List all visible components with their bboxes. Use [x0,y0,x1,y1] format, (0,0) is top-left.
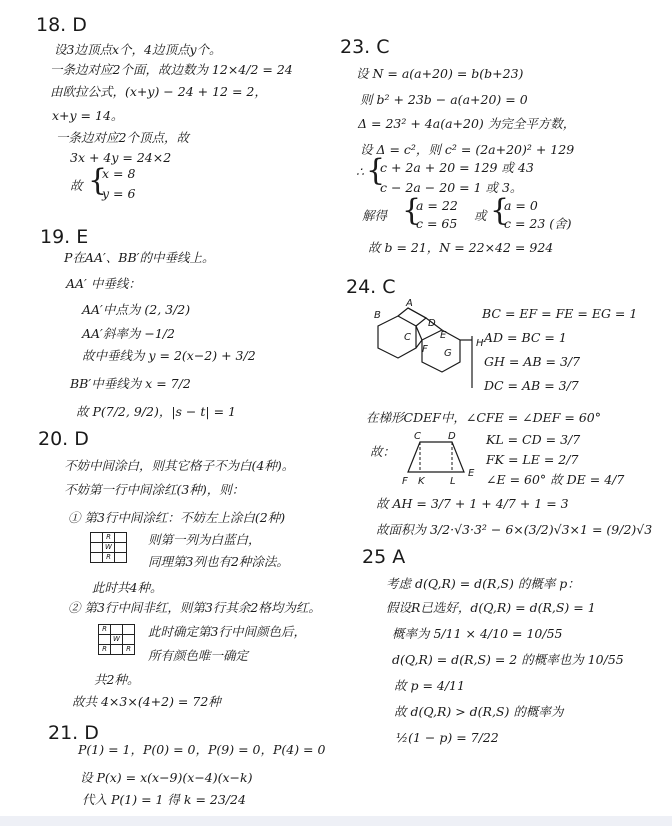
grid-cell [115,553,127,563]
label-E: E [468,468,475,479]
q19-line: BB′中垂线为 x = 7/2 [70,376,191,391]
grid-cell [99,635,111,645]
q24-eq: BC = EF = FE = EG = 1 [482,306,638,321]
q19-line: AA′ 中垂线： [66,276,141,291]
q24-line: 故： [370,444,396,459]
label-H: H [476,338,484,349]
q20-line: ① 第3行中间涂红：不妨左上涂白(2种) [68,510,286,525]
q20-line: 所有颜色唯一确定 [148,648,249,663]
label-E: E [440,330,447,341]
q24-line: ∠E = 60° 故 DE = 4/7 [486,472,625,487]
q25-header: 25 A [362,546,406,568]
q24-eq: GH = AB = 3/7 [484,354,581,369]
q21-line: 设 P(x) = x(x−9)(x−4)(x−k) [80,770,253,785]
q23-or: 或 [474,208,487,223]
grid-cell: R [103,533,115,543]
grid-cell [111,645,123,655]
q18-system: y = 6 [102,186,136,201]
q24-eq: AD = BC = 1 [484,330,567,345]
grid-cell: R [123,645,135,655]
label-F: F [402,476,408,486]
segment [416,326,422,340]
q23-line: Δ = 23² + 4a(a+20) 为完全平方数， [358,116,576,131]
therefore-symbol: ∴ [356,164,364,179]
q23-sol: c = 23 (舍) [504,216,572,231]
q19-line: AA′斜率为 −1/2 [82,326,175,341]
q19-line: 故 P(7/2, 9/2)，|s − t| = 1 [76,404,236,419]
q25-line: 故 p = 4/11 [394,678,465,693]
q19-line: 故中垂线为 y = 2(x−2) + 3/2 [82,348,256,363]
q18-line: 3x + 4y = 24×2 [70,150,172,165]
q25-line: d(Q,R) = d(R,S) = 2 的概率也为 10/55 [392,652,624,667]
q18-line: 一条边对应2个面，故边数为 12×4/2 = 24 [50,62,293,77]
q19-line: AA′中点为 (2, 3/2) [82,302,191,317]
q25-line: ½(1 − p) = 7/22 [396,730,499,745]
grid-cell [123,625,135,635]
trapezoid [408,442,464,472]
q20-line: 不妨中间涂白，则其它格子不为白(4种)。 [64,458,295,473]
q24-line: KL = CD = 3/7 [486,432,581,447]
q23-line: 故 b = 21，N = 22×42 = 924 [368,240,554,255]
q18-result-label: 故 [70,178,83,193]
grid-cell [91,553,103,563]
brace: { [402,193,422,228]
q25-line: 故 d(Q,R) > d(R,S) 的概率为 [394,704,564,719]
q18-header: 18. D [36,14,87,36]
label-C: C [414,431,421,442]
label-D: D [428,318,436,329]
grid-cell: W [103,543,115,553]
q24-header: 24. C [346,276,396,298]
q21-line: 代入 P(1) = 1 得 k = 23/24 [82,792,246,807]
label-G: G [444,348,452,359]
q23-sol: a = 0 [504,198,538,213]
color-grid-2 [98,624,135,655]
brace: { [490,193,510,228]
segment [408,308,426,318]
q25-line: 概率为 5/11 × 4/10 = 10/55 [392,626,563,641]
q23-line: c + 2a + 20 = 129 或 43 [380,160,534,175]
q20-line: 此时共4种。 [92,580,163,595]
q21-header: 21. D [48,722,99,744]
q18-line: x+y = 14。 [52,108,124,123]
q20-header: 20. D [38,428,89,450]
q23-sol: a = 22 [416,198,458,213]
q20-line: 不妨第一行中间涂红(3种)，则： [64,482,245,497]
grid-cell [91,533,103,543]
grid-cell [115,533,127,543]
grid-cell [111,625,123,635]
q24-eq: DC = AB = 3/7 [484,378,579,393]
q23-line: 设 Δ = c²，则 c² = (2a+20)² + 129 [360,142,575,157]
q23-line: 解得 [362,208,388,223]
q21-line: P(1) = 1，P(0) = 0，P(9) = 0，P(4) = 0 [78,742,326,757]
grid-cell [115,543,127,553]
grid-cell: R [99,625,111,635]
grid-cell: W [111,635,123,645]
grid-cell: R [99,645,111,655]
label-L: L [450,476,456,486]
q18-system: x = 8 [102,166,136,181]
trapezoid-figure [402,430,490,486]
label-K: K [418,476,425,486]
label-B: B [374,310,381,321]
q19-line: P在AA′、BB′的中垂线上。 [64,250,215,265]
q23-line: 则 b² + 23b − a(a+20) = 0 [360,92,528,107]
label-D: D [448,431,456,442]
q20-line: ② 第3行中间非红，则第3行其余2格均为红。 [68,600,321,615]
q18-line: 由欧拉公式，(x+y) − 24 + 12 = 2， [50,84,267,99]
q24-line: 故 AH = 3/7 + 1 + 4/7 + 1 = 3 [376,496,569,511]
grid-cell [123,635,135,645]
q19-header: 19. E [40,226,89,248]
bottom-edge [0,816,672,826]
q20-line: 同理第3列也有2种涂法。 [148,554,289,569]
label-A: A [406,298,413,309]
grid-cell [91,543,103,553]
q18-line: 设3边顶点x个，4边顶点y个。 [54,42,222,57]
q23-line: c − 2a − 20 = 1 或 3。 [380,180,523,195]
q25-line: 考虑 d(Q,R) = d(R,S) 的概率 p： [386,576,580,591]
q24-line: FK = LE = 2/7 [486,452,579,467]
q20-line: 故共 4×3×(4+2) = 72种 [72,694,221,709]
color-grid-1 [90,532,127,563]
q25-line: 假设R已选好，d(Q,R) = d(R,S) = 1 [386,600,596,615]
q20-line: 此时确定第3行中间颜色后， [148,624,306,639]
q23-sol: c = 65 [416,216,458,231]
label-F: F [422,344,428,355]
q24-line: 在梯形CDEF中，∠CFE = ∠DEF = 60° [366,410,602,425]
q20-line: 则第一列为白蓝白， [148,532,261,547]
q20-line: 共2种。 [94,672,140,687]
brace: { [366,153,386,188]
q24-line: 故面积为 3/2·√3·3² − 6×(3/2)√3×1 = (9/2)√3 [376,522,653,537]
hexagon-figure [360,296,500,388]
grid-cell: R [103,553,115,563]
q23-header: 23. C [340,36,390,58]
q18-line: 一条边对应2个顶点，故 [56,130,189,145]
q23-line: 设 N = a(a+20) = b(b+23) [356,66,524,81]
label-C: C [404,332,411,343]
brace: { [88,163,108,198]
